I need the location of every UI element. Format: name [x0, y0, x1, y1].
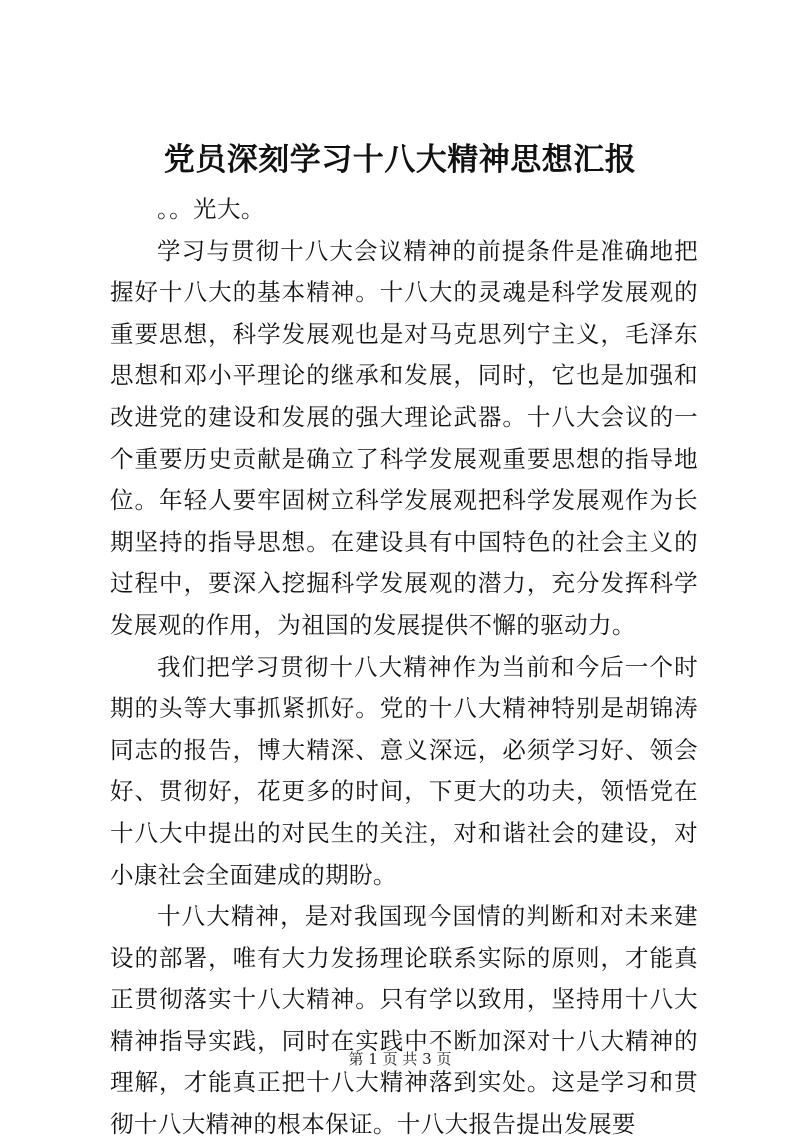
paragraph-1: 。。光大。 [157, 195, 265, 223]
page-number-footer: 第 1 页 共 3 页 [348, 1050, 452, 1068]
paragraph-2: 学习与贯彻十八大会议精神的前提条件是准确地把握好十八大的基本精神。十八大的灵魂是科学发展观的重要思想，科学发展观也是对马克思列宁主义，毛泽东思想和邓小平理论的继承和发展，同时，它也是加强和改进党的建设和发展的强大理论武器。十八大会议的一个重要历史贡献是确立了科学发展观重要思想的指导地位。年轻人要牢固树立科学发展观把科学发展观作为长期坚持的指导思想。在建设具有中国特色的社会主义的过程中，要深入挖掘科学发展观的潜力，充分发挥科学发展观的作用，为祖国的发展提供不懈的驱动力。 [110, 236, 698, 639]
document-body [110, 189, 698, 1146]
paragraph-3: 我们把学习贯彻十八大精神作为当前和今后一个时期的头等大事抓紧抓好。党的十八大精神特别是胡锦涛同志的报告，博大精深、意义深远，必须学习好、领会好、贯彻好，花更多的时间，下更大的功夫，领悟党在十八大中提出的对民生的关注，对和谐社会的建设，对小康社会全面建成的期盼。 [110, 652, 698, 889]
document-title: 党员深刻学习十八大精神思想汇报 [163, 142, 637, 178]
paragraph-4: 十八大精神，是对我国现今国情的判断和对未来建设的部署，唯有大力发扬理论联系实际的原则，才能真正贯彻落实十八大精神。只有学以致用，坚持用十八大精神指导实践，同时在实践中不断加深对十八大精神的理解，才能真正把十八大精神落到实处。这是学习和贯彻十八大精神的根本保证。十八大报告提出发展要 [110, 902, 698, 1139]
